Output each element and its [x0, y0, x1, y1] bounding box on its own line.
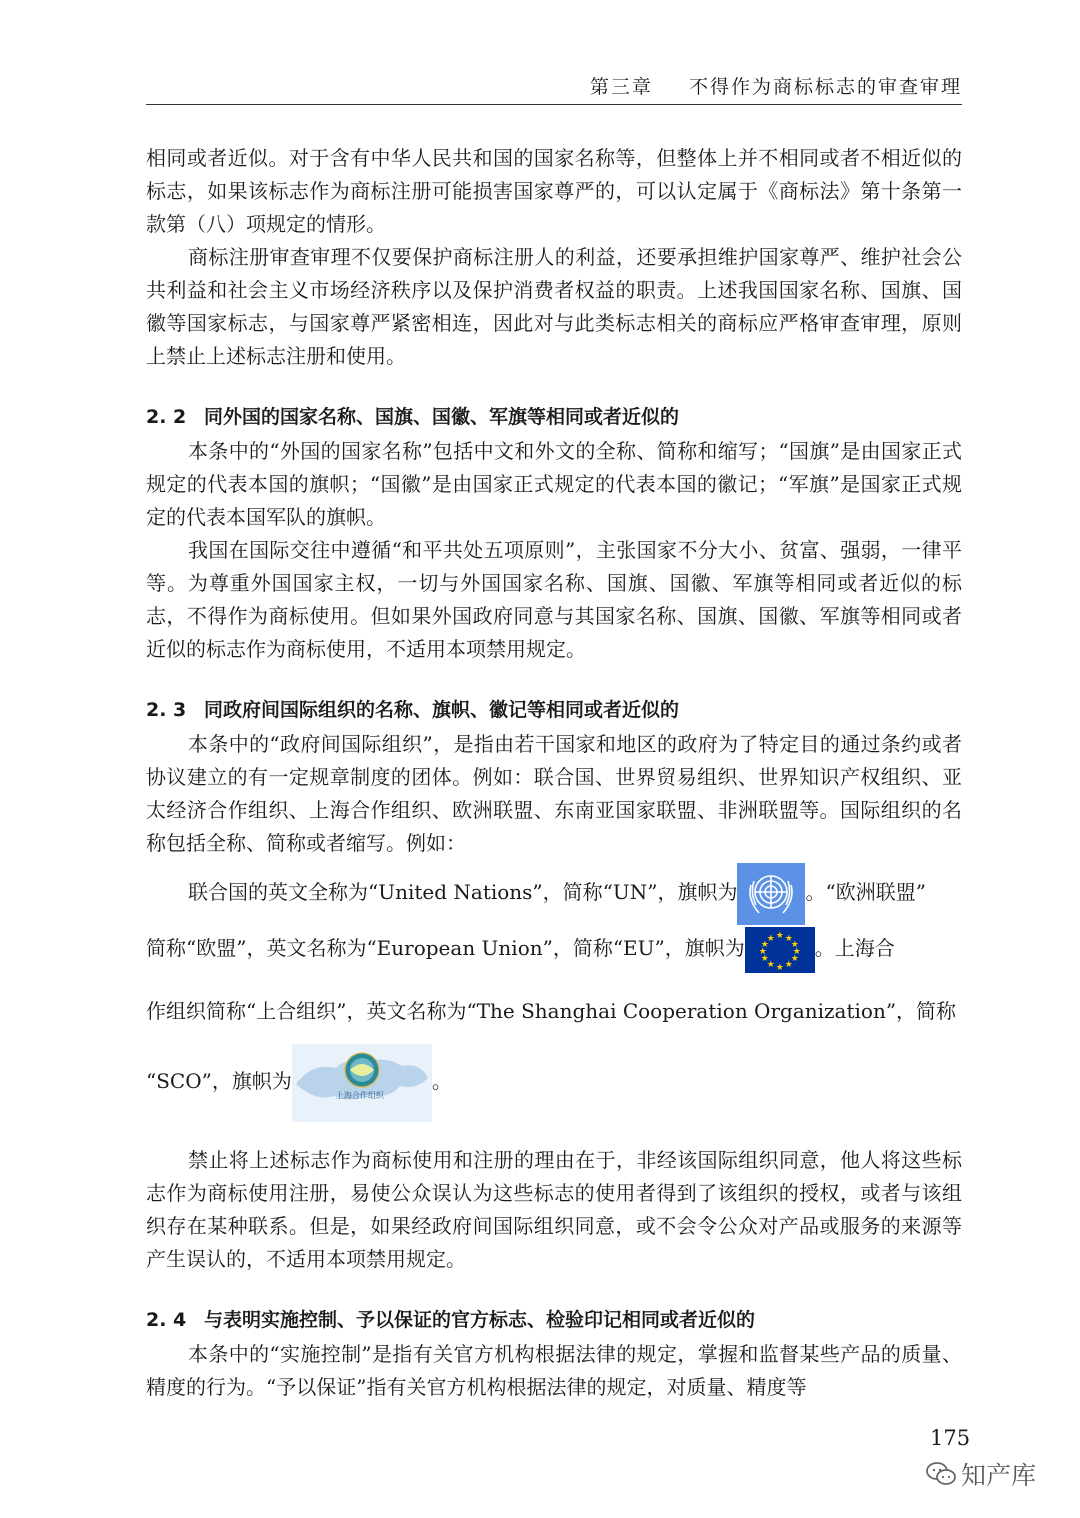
- star-icon: ★: [766, 933, 775, 944]
- un-emblem-icon: [737, 863, 805, 925]
- paragraph: 商标注册审查审理不仅要保护商标注册人的利益，还要承担维护国家尊严、维护社会公共利益和社会主义市场经济秩序以及保护消费者权益的职责。上述我国国家名称、国旗、国徽等国家标志，与国家尊严紧密相连，因此对与此类标志相关的商标应严格审查审理，原则上禁止上述标志注册和使用。: [146, 245, 962, 368]
- inline-text: 联合国的英文全称为“United Nations”，简称“UN”，旗帜为: [188, 880, 738, 904]
- section-number: 2. 2: [146, 406, 187, 428]
- eu-flag-line: [146, 924, 962, 972]
- inline-text: 简称“欧盟”，英文名称为“European Union”，简称“EU”，旗帜为: [146, 936, 745, 960]
- section-heading-2-3: [146, 694, 962, 726]
- paragraph: 本条中的“政府间国际组织”，是指由若干国家和地区的政府为了特定目的通过条约或者协议建立的有一定规章制度的团体。例如：联合国、世界贸易组织、世界知识产权组织、亚太经济合作组织、上海合作组织、欧洲联盟、东南亚国家联盟、非洲联盟等。国际组织的名称包括全称、简称或者缩写。例如：: [146, 732, 962, 855]
- section-heading-2-2: [146, 401, 962, 433]
- section-number: 2. 4: [146, 1309, 187, 1331]
- sco-name-line: [146, 988, 962, 1034]
- paragraph: 本条中的“外国的国家名称”包括中文和外文的全称、简称和缩写；“国旗”是由国家正式规定的代表本国的旗帜；“国徽”是由国家正式规定的代表本国的徽记；“军旗”是国家正式规定的代表本国军队的旗帜。: [146, 439, 962, 529]
- star-icon: ★: [775, 930, 784, 941]
- inline-text: 。: [431, 1069, 452, 1093]
- star-icon: ★: [775, 962, 784, 973]
- section-heading-2-4: [146, 1304, 962, 1336]
- inline-text: “SCO”，旗帜为: [146, 1069, 292, 1093]
- section-title: 与表明实施控制、予以保证的官方标志、检验印记相同或者近似的: [204, 1309, 756, 1331]
- section-title: 同政府间国际组织的名称、旗帜、徽记等相同或者近似的: [204, 699, 680, 721]
- sco-flag-caption: 上海合作组织: [335, 1090, 384, 1100]
- inline-text: 。上海合: [814, 936, 895, 960]
- star-icon: ★: [784, 959, 793, 970]
- wechat-icon: [925, 1460, 957, 1488]
- paragraph: 本条中的“实施控制”是指有关官方机构根据法律的规定，掌握和监督某些产品的质量、精度的行为。“予以保证”指有关官方机构根据法律的规定，对质量、精度等: [146, 1342, 962, 1399]
- chapter-title: 不得作为商标标志的审查审理: [688, 76, 962, 98]
- sco-flag-line: [146, 1040, 962, 1122]
- star-icon: ★: [760, 939, 769, 950]
- star-icon: ★: [790, 939, 799, 950]
- sco-flag-image: [292, 1044, 432, 1122]
- watermark: [925, 1456, 1036, 1492]
- section-number: 2. 3: [146, 699, 187, 721]
- chapter-label: 第三章: [589, 76, 653, 98]
- section-title: 同外国的国家名称、国旗、国徽、军旗等相同或者近似的: [204, 406, 680, 428]
- paragraph: 相同或者近似。对于含有中华人民共和国的国家名称等，但整体上并不相同或者不相近似的标志，如果该标志作为商标注册可能损害国家尊严的，可以认定属于《商标法》第十条第一款第（八）项规定的情形。: [146, 146, 962, 236]
- un-flag-image: [737, 863, 805, 925]
- watermark-text: 知产库: [961, 1461, 1037, 1490]
- page-body: [146, 142, 962, 1404]
- star-icon: ★: [766, 959, 775, 970]
- paragraph: 我国在国际交往中遵循“和平共处五项原则”，主张国家不分大小、贫富、强弱，一律平等。为尊重外国国家主权，一切与外国国家名称、国旗、国徽、军旗等相同或者近似的标志，不得作为商标使用。但如果外国政府同意与其国家名称、国旗、国徽、军旗等相同或者近似的标志作为商标使用，不适用本项禁用规定。: [146, 538, 962, 661]
- sco-emblem-icon: [292, 1044, 432, 1122]
- un-flag-line: [146, 860, 962, 924]
- inline-text: 作组织简称“上合组织”，英文名称为“The Shanghai Cooperation Organization”，简称: [146, 999, 957, 1023]
- star-icon: ★: [758, 946, 767, 957]
- star-icon: ★: [784, 933, 793, 944]
- star-icon: ★: [760, 953, 769, 964]
- inline-text: 。“欧洲联盟”: [805, 880, 926, 904]
- paragraph: 禁止将上述标志作为商标使用和注册的理由在于，非经该国际组织同意，他人将这些标志作为商标使用注册，易使公众误认为这些标志的使用者得到了该组织的授权，或者与该组织存在某种联系。但是，如果经政府间国际组织同意，或不会令公众对产品或服务的来源等产生误认的，不适用本项禁用规定。: [146, 1148, 962, 1271]
- running-header: [146, 72, 962, 105]
- star-icon: ★: [792, 946, 801, 957]
- page-number: 175: [930, 1426, 971, 1450]
- eu-flag-image: [745, 927, 815, 973]
- star-icon: ★: [790, 953, 799, 964]
